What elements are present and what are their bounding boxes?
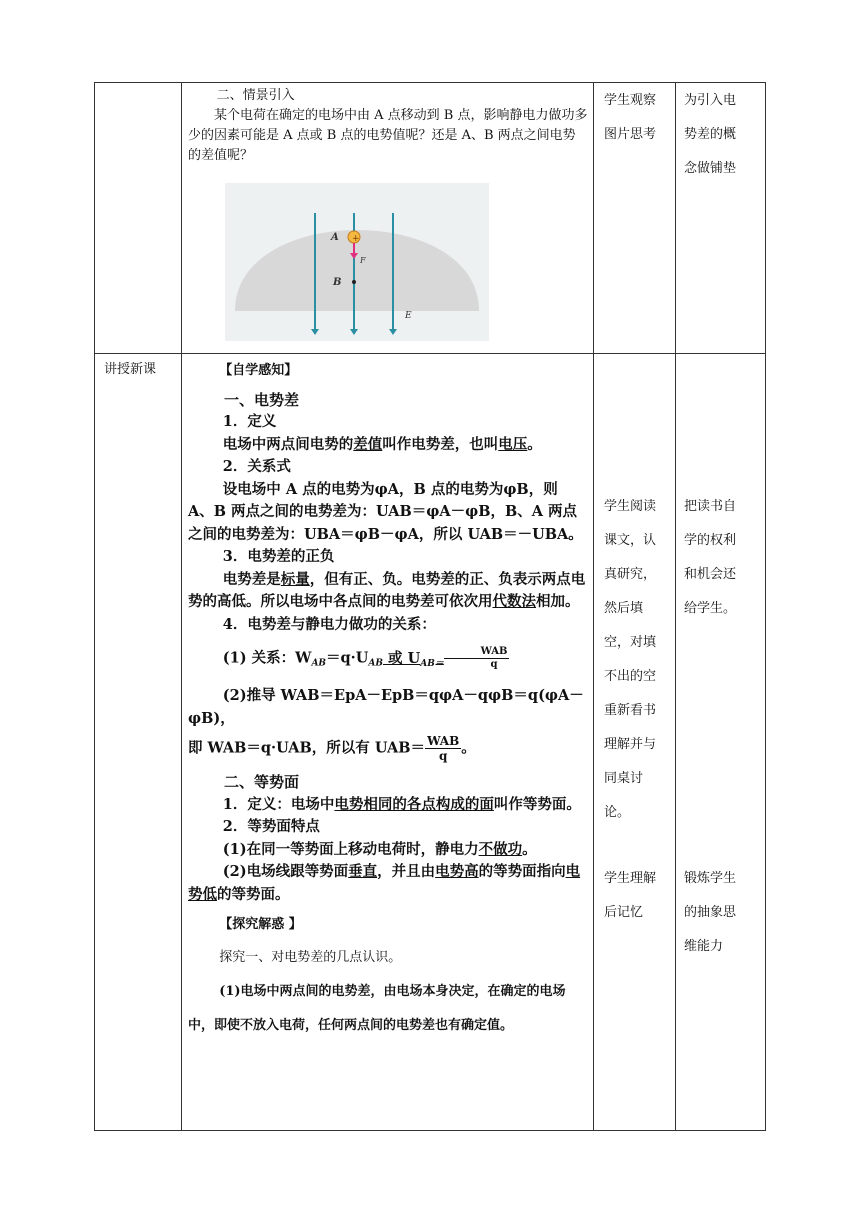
row1-design-intent: 为引入电 势差的概 念做铺垫 xyxy=(684,93,737,176)
col-divider xyxy=(181,83,182,1130)
col-divider xyxy=(593,83,594,1130)
eq-def: 1．定义：电场中电势相同的各点构成的面叫作等势面。 xyxy=(222,795,581,813)
explore-p1: (1)电场中两点间的电势差，由电场本身决定，在确定的电场中，即使不放入电荷，任何两点间的电势差也有确定值。 xyxy=(188,984,566,1033)
label-e: E xyxy=(405,311,412,321)
eq-feat-2: (2)电场线跟等势面垂直，并且由电势高的等势面指向电势低的等势面。 xyxy=(188,863,581,903)
electric-field-figure xyxy=(225,183,489,341)
work-title: 4．电势差与静电力做功的关系： xyxy=(222,615,436,633)
def-title: 1．定义 xyxy=(222,413,277,430)
eq-feat-title: 2．等势面特点 xyxy=(222,818,320,835)
charge-sign: + xyxy=(352,234,360,244)
scene-heading: 二、情景引入 xyxy=(216,88,295,103)
explore-1: 探究一、对电势差的几点认识。 xyxy=(219,949,402,965)
work-conclusion: 即 WAB＝q·UAB，所以有 UAB＝ $\frac{\text{WAB}}{q}$ 。 xyxy=(188,734,476,763)
scene-intro xyxy=(188,86,588,166)
self-study-content xyxy=(188,360,588,1043)
label-f: F xyxy=(360,256,366,265)
label-a: A xyxy=(331,232,339,243)
stage-label: 讲授新课 xyxy=(104,362,157,377)
row-divider xyxy=(95,353,765,354)
scene-paragraph: 某个电荷在确定的电场中由 A 点移动到 B 点，影响静电力做功多少的因素可能是 A 点或 B 点的电势值呢？还是 A、B 两点之间电势的差值呢？ xyxy=(188,108,588,163)
explore-title: 【探究解惑 】 xyxy=(219,917,302,932)
row2-student-activity-2: 学生理解 后记忆 xyxy=(604,871,657,920)
sign-text: 电势差是标量，但有正、负。电势差的正、负表示两点电势的高低。所以电场中各点间的电势差可依次用代数法相加。 xyxy=(188,570,586,610)
eq-feat-1: (1)在同一等势面上移动电荷时，静电力不做功。 xyxy=(222,840,537,858)
def-text: 电场中两点间电势的差值叫作电势差，也叫电压。 xyxy=(222,435,542,453)
work-relation: (1) 关系：$W_{AB}=q\cdot U_{AB}$ 或 $U_{AB=}$ $\frac{\text{WAB}}{q}$ xyxy=(222,646,508,670)
row2-design-intent-2: 锻炼学生 的抽象思 维能力 xyxy=(684,871,737,954)
col-divider xyxy=(675,83,676,1130)
sec2-title: 二、等势面 xyxy=(224,773,300,791)
rel-title: 2．关系式 xyxy=(222,458,291,475)
row2-student-activity: 学生阅读 课文，认 真研究， 然后填 空，对填 不出的空 重新看书 理解并与 同桌讨 论。 xyxy=(604,499,657,820)
self-study-title: 【自学感知】 xyxy=(219,363,298,378)
work-derivation: (2)推导 WAB＝EpA－EpB＝qφA－qφB＝q(φA－φB)， xyxy=(188,687,584,727)
sign-title: 3．电势差的正负 xyxy=(222,548,335,565)
rel-text: 设电场中 A 点的电势为φA，B 点的电势为φB，则 A、B 两点之间的电势差为：UAB＝φA－φB，B、A 两点之间的电势差为：UBA＝φB－φA，所以 UAB＝－UBA。 xyxy=(188,480,583,543)
row2-design-intent: 把读书自 学的权利 和机会还 给学生。 xyxy=(684,499,737,616)
sec1-title: 一、电势差 xyxy=(224,390,300,409)
label-b: B xyxy=(333,277,342,288)
row1-student-activity: 学生观察 图片思考 xyxy=(604,93,657,142)
